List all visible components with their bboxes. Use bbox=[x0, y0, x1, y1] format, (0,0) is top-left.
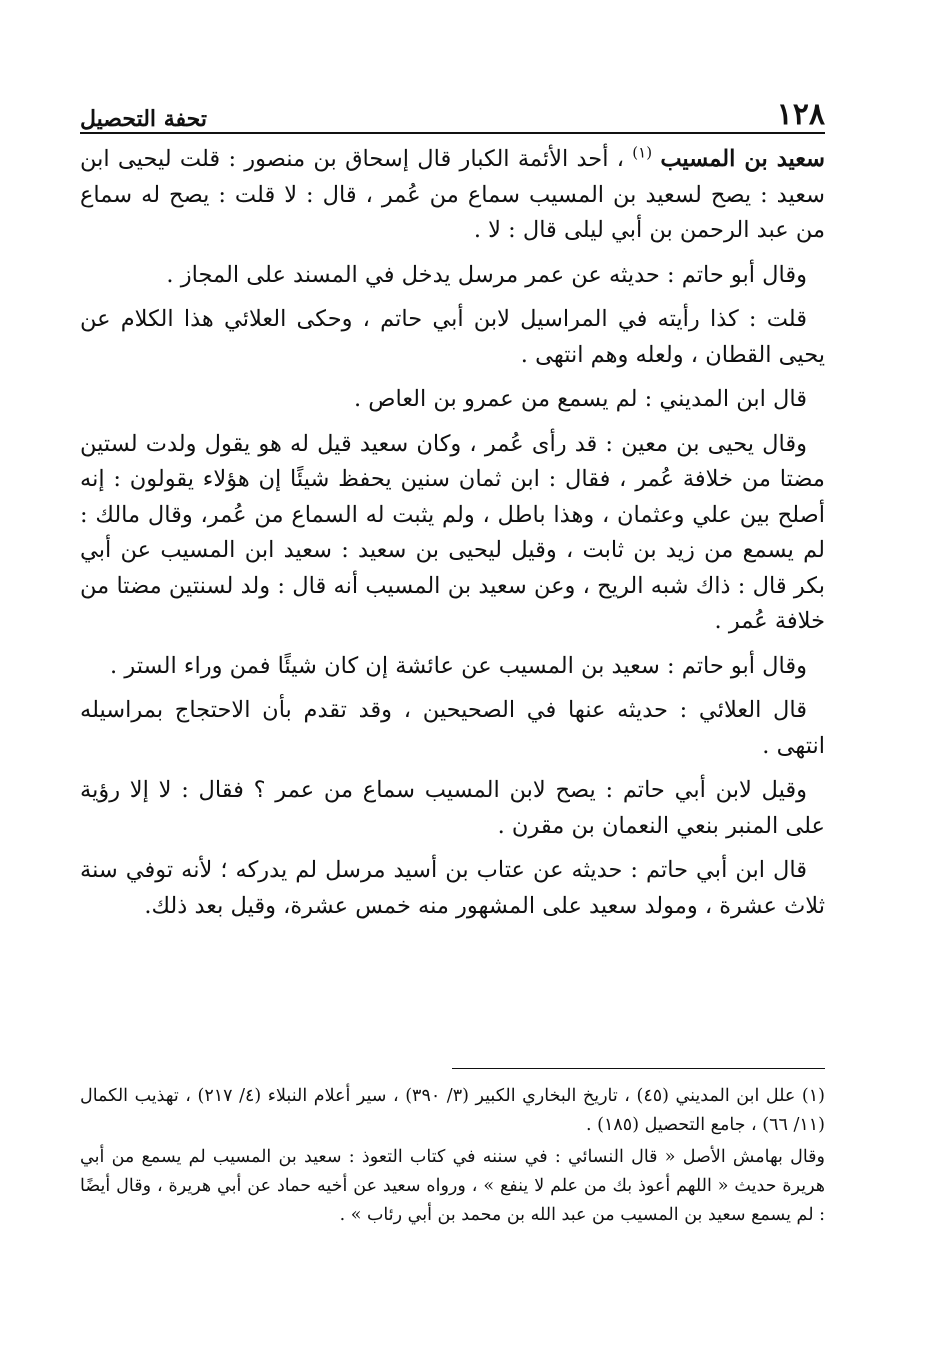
paragraph-1-text: ، أحد الأئمة الكبار قال إسحاق بن منصور : قلت ليحيى ابن سعيد : يصح لسعيد بن المسيب سماع من عُمر ، قال : لا قلت : يصح له سماع من عبد الرحمن بن أبي ليلى قال : لا . bbox=[80, 146, 825, 243]
paragraph-9: قال ابن أبي حاتم : حديثه عن عتاب بن أسيد مرسل لم يدركه ؛ لأنه توفي سنة ثلاث عشرة ، ومولد سعيد على المشهور منه خمس عشرة، وقيل بعد ذلك. bbox=[80, 857, 825, 919]
header-rule bbox=[80, 132, 825, 134]
footnotes bbox=[80, 1082, 825, 1233]
paragraph-5: وقال يحيى بن معين : قد رأى عُمر ، وكان سعيد قيل له هو يقول ولدت لستين مضتا من خلافة عُمر ، فقال : ابن ثمان سنين يحفظ شيئًا إن هؤلاء يقولون : إنه أصلح بين علي وعثمان ، وهذا باطل ، ولم يثبت له السماع من عُمر، وقال مالك : لم يسمع من زيد بن ثابت ، وقيل ليحيى بن سعيد : سعيد ابن المسيب عن أبي بكر قال : ذاك شبه الريح ، وعن سعيد بن المسيب أنه قال : ولد لسنتين مضتا من خلافة عُمر . bbox=[80, 430, 825, 634]
paragraph-8: وقيل لابن أبي حاتم : يصح لابن المسيب سماع من عمر ؟ فقال : لا إلا رؤية على المنبر بنعي النعمان بن مقرن . bbox=[80, 777, 825, 839]
paragraph-4: قال ابن المديني : لم يسمع من عمرو بن العاص . bbox=[353, 386, 807, 412]
running-title: تحفة التحصيل bbox=[80, 106, 207, 132]
paragraph-6: وقال أبو حاتم : سعيد بن المسيب عن عائشة إن كان شيئًا فمن وراء الستر . bbox=[110, 652, 807, 679]
footnote-1: (١) علل ابن المديني (٤٥) ، تاريخ البخاري الكبير (٣/ ٣٩٠) ، سير أعلام النبلاء (٤/ ٢١٧) ، تهذيب الكمال (١١/ ٦٦) ، جامع التحصيل (١٨٥) . bbox=[80, 1086, 825, 1135]
page-number: ١٢٨ bbox=[776, 97, 825, 132]
footnote-1-margin-note: وقال بهامش الأصل « قال النسائي : في سننه في كتاب التعوذ : سعيد بن المسيب لم يسمع من أبي هريرة حديث « اللهم أعوذ بك من علم لا ينفع » ، ورواه سعيد عن أخيه حماد عن أبي هريرة ، وقال أيضًا : لم يسمع سعيد بن المسيب من عبد الله بن محمد بن أبي رئاب » . bbox=[80, 1147, 825, 1225]
paragraph-1 bbox=[80, 142, 825, 249]
paragraph-2: وقال أبو حاتم : حديثه عن عمر مرسل يدخل في المسند على المجاز . bbox=[166, 261, 807, 288]
footnote-rule bbox=[452, 1068, 825, 1069]
paragraph-3: قلت : كذا رأيته في المراسيل لابن أبي حاتم ، وحكى العلائي هذا الكلام عن يحيى القطان ، ولعله وهم انتهى . bbox=[80, 306, 825, 368]
page-header bbox=[80, 78, 825, 130]
main-text bbox=[80, 142, 825, 933]
entry-name: سعيد بن المسيب bbox=[660, 146, 826, 172]
footnote-reference: (١) bbox=[632, 143, 653, 162]
paragraph-7: قال العلائي : حديثه عنها في الصحيحين ، وقد تقدم بأن الاحتجاج بمراسيله انتهى . bbox=[80, 697, 825, 759]
